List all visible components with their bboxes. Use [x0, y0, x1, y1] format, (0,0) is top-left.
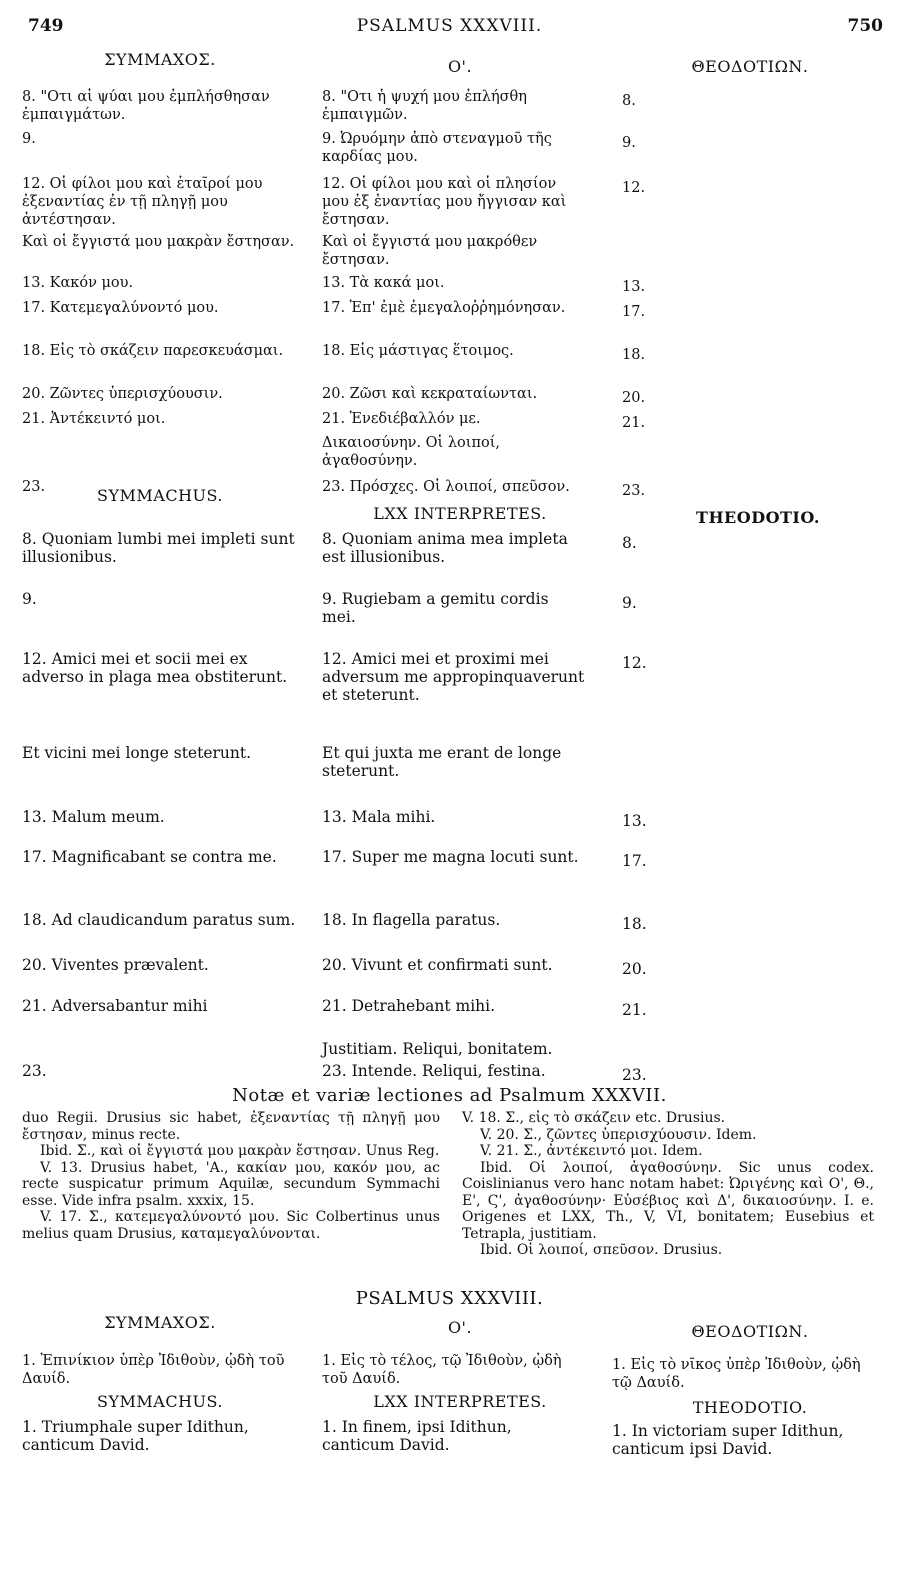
greek-symmachus-row-3: 12. Οἱ φίλοι μου καὶ ἑταῖροί μου ἐξεναντίας ἐν τῇ πληγῇ μου ἀντέστησαν. — [22, 176, 263, 228]
greek-theodotion-row-3: 12. — [622, 180, 646, 196]
latin-head-lxx: LXX INTERPRETES. — [373, 504, 547, 523]
latin-symmachus-row-3: 12. Amici mei et socii mei ex adverso in plaga mea obstiterunt. — [22, 650, 288, 686]
greek-theodotion-row-5: 13. — [622, 279, 646, 295]
latin-symmachus-row-8: 20. Viventes prævalent. — [22, 956, 209, 974]
latin-lxx-row-1: 8. Quoniam anima mea impleta est illusionibus. — [322, 530, 568, 566]
note-paragraph: V. 13. Drusius habet, 'A., κακίαν μου, κακόν μου, ac recte suspicatur primum Aquilæ, secundum Symmachi esse. Vide infra psalm. xxxix, 15. — [22, 1159, 440, 1209]
greek-head-symmachus: ΣΥΜΜΑΧΟΣ. — [104, 50, 216, 69]
greek-head-theodotion: ΘΕΟΔΟΤΙΩΝ. — [691, 57, 809, 76]
greek-symmachus-row-7: 18. Εἰς τὸ σκάζειν παρεσκευάσμαι. — [22, 343, 284, 359]
p2-latin-head-theodotion: THEODOTIO. — [692, 1398, 808, 1417]
greek-lxx-row-8: 20. Ζῶσι καὶ κεκραταίωνται. — [322, 386, 538, 402]
running-title: PSALMUS XXXVIII. — [356, 16, 543, 36]
greek-lxx-row-9: 21. Ἐνεδιέβαλλόν με. — [322, 411, 481, 427]
notes-title: Notæ et variæ lectiones ad Psalmum XXXVII. — [232, 1085, 667, 1106]
note-paragraph: V. 18. Σ., εἰς τὸ σκάζειν etc. Drusius. — [462, 1110, 726, 1126]
latin-theodotion-row-6: 17. — [622, 852, 647, 870]
latin-theodotion-row-5: 13. — [622, 812, 647, 830]
p2-greek-head-lxx: O'. — [447, 1318, 473, 1337]
latin-symmachus-row-7: 18. Ad claudicandum paratus sum. — [22, 911, 296, 929]
greek-lxx-row-3: 12. Οἱ φίλοι μου καὶ οἱ πλησίον μου ἐξ ἐναντίας μου ἤγγισαν καὶ ἔστησαν. — [322, 176, 567, 228]
p2-greek-lxx-1: 1. Εἰς τὸ τέλος, τῷ Ἰδιθοὺν, ᾠδὴ τοῦ Δαυίδ. — [322, 1353, 562, 1387]
latin-symmachus-row-9: 21. Adversabantur mihi — [22, 997, 208, 1015]
p2-greek-symmachus-1: 1. Ἐπινίκιον ὑπὲρ Ἰδιθοὺν, ᾠδὴ τοῦ Δαυίδ. — [22, 1353, 285, 1387]
greek-lxx-row-11: 23. Πρόσχες. Οἱ λοιποί, σπεῦσον. — [322, 479, 570, 495]
greek-theodotion-row-1: 8. — [622, 93, 636, 109]
p2-greek-theodotion-1: 1. Εἰς τὸ νῖκος ὑπὲρ Ἰδιθοὺν, ᾠδὴ τῷ Δαυίδ. — [612, 1357, 861, 1391]
latin-lxx-row-2: 9. Rugiebam a gemitu cordis mei. — [322, 590, 549, 626]
page-number-right: 750 — [847, 16, 883, 36]
greek-symmachus-row-1: 8. "Οτι αἱ ψύαι μου ἐμπλήσθησαν ἐμπαιγμάτων. — [22, 89, 270, 123]
note-paragraph: duo Regii. Drusius sic habet, ἐξεναντίας τῇ πληγῇ μου ἔστησαν, minus recte. — [22, 1110, 440, 1143]
p2-latin-head-lxx: LXX INTERPRETES. — [373, 1392, 547, 1411]
greek-symmachus-row-11: 23. — [22, 479, 46, 495]
latin-lxx-row-10: Justitiam. Reliqui, bonitatem. — [322, 1040, 553, 1058]
greek-symmachus-row-6: 17. Κατεμεγαλύνοντό μου. — [22, 300, 219, 316]
latin-lxx-row-6: 17. Super me magna locuti sunt. — [322, 848, 579, 866]
greek-theodotion-row-11: 23. — [622, 483, 646, 499]
latin-lxx-row-4: Et qui juxta me erant de longe steterunt. — [322, 744, 562, 780]
p2-greek-head-theodotion: ΘΕΟΔΟΤΙΩΝ. — [691, 1322, 809, 1341]
note-paragraph: Ibid. Σ., καὶ οἱ ἔγγιστά μου μακρὰν ἔστησαν. Unus Reg. — [40, 1143, 440, 1159]
latin-theodotion-row-1: 8. — [622, 534, 637, 552]
latin-theodotion-row-3: 12. — [622, 654, 647, 672]
latin-lxx-row-3: 12. Amici mei et proximi mei adversum me appropinquaverunt et steterunt. — [322, 650, 585, 704]
latin-theodotion-row-7: 18. — [622, 915, 647, 933]
greek-theodotion-row-8: 20. — [622, 390, 646, 406]
latin-symmachus-row-2: 9. — [22, 590, 37, 608]
greek-symmachus-row-4: Καὶ οἱ ἔγγιστά μου μακρὰν ἔστησαν. — [22, 234, 295, 250]
p2-latin-head-symmachus: SYMMACHUS. — [97, 1392, 223, 1411]
note-paragraph: V. 20. Σ., ζῶντες ὑπερισχύουσιν. Idem. — [480, 1126, 757, 1143]
latin-theodotion-row-9: 21. — [622, 1001, 647, 1019]
notes-right-column — [462, 1110, 874, 1259]
greek-symmachus-row-5: 13. Κακόν μου. — [22, 275, 134, 291]
greek-theodotion-row-6: 17. — [622, 304, 646, 320]
latin-symmachus-row-4: Et vicini mei longe steterunt. — [22, 744, 252, 762]
greek-lxx-row-2: 9. Ὠρυόμην ἀπὸ στεναγμοῦ τῆς καρδίας μου. — [322, 131, 552, 165]
greek-symmachus-row-8: 20. Ζῶντες ὑπερισχύουσιν. — [22, 386, 223, 402]
psalm-title: PSALMUS XXXVIII. — [355, 1288, 544, 1309]
latin-theodotion-row-11: 23. — [622, 1066, 647, 1084]
greek-symmachus-row-2: 9. — [22, 131, 36, 147]
latin-symmachus-row-6: 17. Magnificabant se contra me. — [22, 848, 277, 866]
greek-theodotion-row-7: 18. — [622, 347, 646, 363]
greek-lxx-row-4: Καὶ οἱ ἔγγιστά μου μακρόθεν ἔστησαν. — [322, 234, 538, 268]
note-paragraph: Ibid. Οἱ λοιποί, σπεῦσον. Drusius. — [480, 1242, 723, 1258]
greek-theodotion-row-2: 9. — [622, 135, 636, 151]
greek-theodotion-row-9: 21. — [622, 415, 646, 431]
p2-latin-lxx-1: 1. In finem, ipsi Idithun, canticum David. — [322, 1418, 512, 1454]
page-number-left: 749 — [28, 16, 64, 36]
p2-latin-symmachus-1: 1. Triumphale super Idithun, canticum David. — [22, 1418, 249, 1454]
latin-theodotion-row-2: 9. — [622, 594, 637, 612]
latin-lxx-row-7: 18. In flagella paratus. — [322, 911, 501, 929]
p2-latin-theodotion-1: 1. In victoriam super Idithun, canticum ipsi David. — [612, 1422, 844, 1458]
greek-symmachus-row-9: 21. Ἀντέκειντό μοι. — [22, 411, 166, 427]
greek-lxx-row-1: 8. "Οτι ἡ ψυχή μου ἐπλήσθη ἐμπαιγμῶν. — [322, 89, 527, 123]
latin-symmachus-row-1: 8. Quoniam lumbi mei impleti sunt illusionibus. — [22, 530, 295, 566]
greek-lxx-row-10: Δικαιοσύνην. Οἱ λοιποί, ἀγαθοσύνην. — [322, 435, 501, 469]
latin-lxx-row-9: 21. Detrahebant mihi. — [322, 997, 496, 1015]
greek-lxx-row-7: 18. Εἰς μάστιγας ἕτοιμος. — [322, 343, 514, 359]
greek-head-lxx: O'. — [447, 57, 473, 76]
greek-lxx-row-5: 13. Τὰ κακά μοι. — [322, 275, 445, 291]
p2-greek-head-symmachus: ΣΥΜΜΑΧΟΣ. — [104, 1313, 216, 1332]
latin-head-symmachus: SYMMACHUS. — [97, 486, 223, 505]
notes-left-column — [22, 1110, 440, 1242]
latin-lxx-row-8: 20. Vivunt et confirmati sunt. — [322, 956, 553, 974]
latin-head-theodotion: THEODOTIO. — [696, 508, 820, 527]
greek-lxx-row-6: 17. Ἐπ' ἐμὲ ἐμεγαλοῤῥημόνησαν. — [322, 300, 566, 316]
latin-symmachus-row-11: 23. — [22, 1062, 47, 1080]
note-paragraph: V. 21. Σ., ἀντέκειντό μοι. Idem. — [480, 1143, 703, 1159]
latin-lxx-row-11: 23. Intende. Reliqui, festina. — [322, 1062, 546, 1080]
latin-symmachus-row-5: 13. Malum meum. — [22, 808, 165, 826]
latin-lxx-row-5: 13. Mala mihi. — [322, 808, 436, 826]
running-head — [0, 16, 899, 40]
note-paragraph: Ibid. Οἱ λοιποί, ἀγαθοσύνην. Sic unus codex. Coislinianus vero hanc notam habet: Ὠριγένης καὶ Ο', Θ., Ε', Ϛ', ἀγαθοσύνην· Εὐσέβιος καὶ Δ', δικαιοσύνην. I. e. Origenes et LXX, Th., V, VI, bonitatem; Eusebius et Tetrapla, justitiam. — [462, 1159, 874, 1242]
note-paragraph: V. 17. Σ., κατεμεγαλύνοντό μου. Sic Colbertinus unus melius quam Drusius, καταμεγαλύνονται. — [22, 1209, 440, 1242]
latin-theodotion-row-8: 20. — [622, 960, 647, 978]
